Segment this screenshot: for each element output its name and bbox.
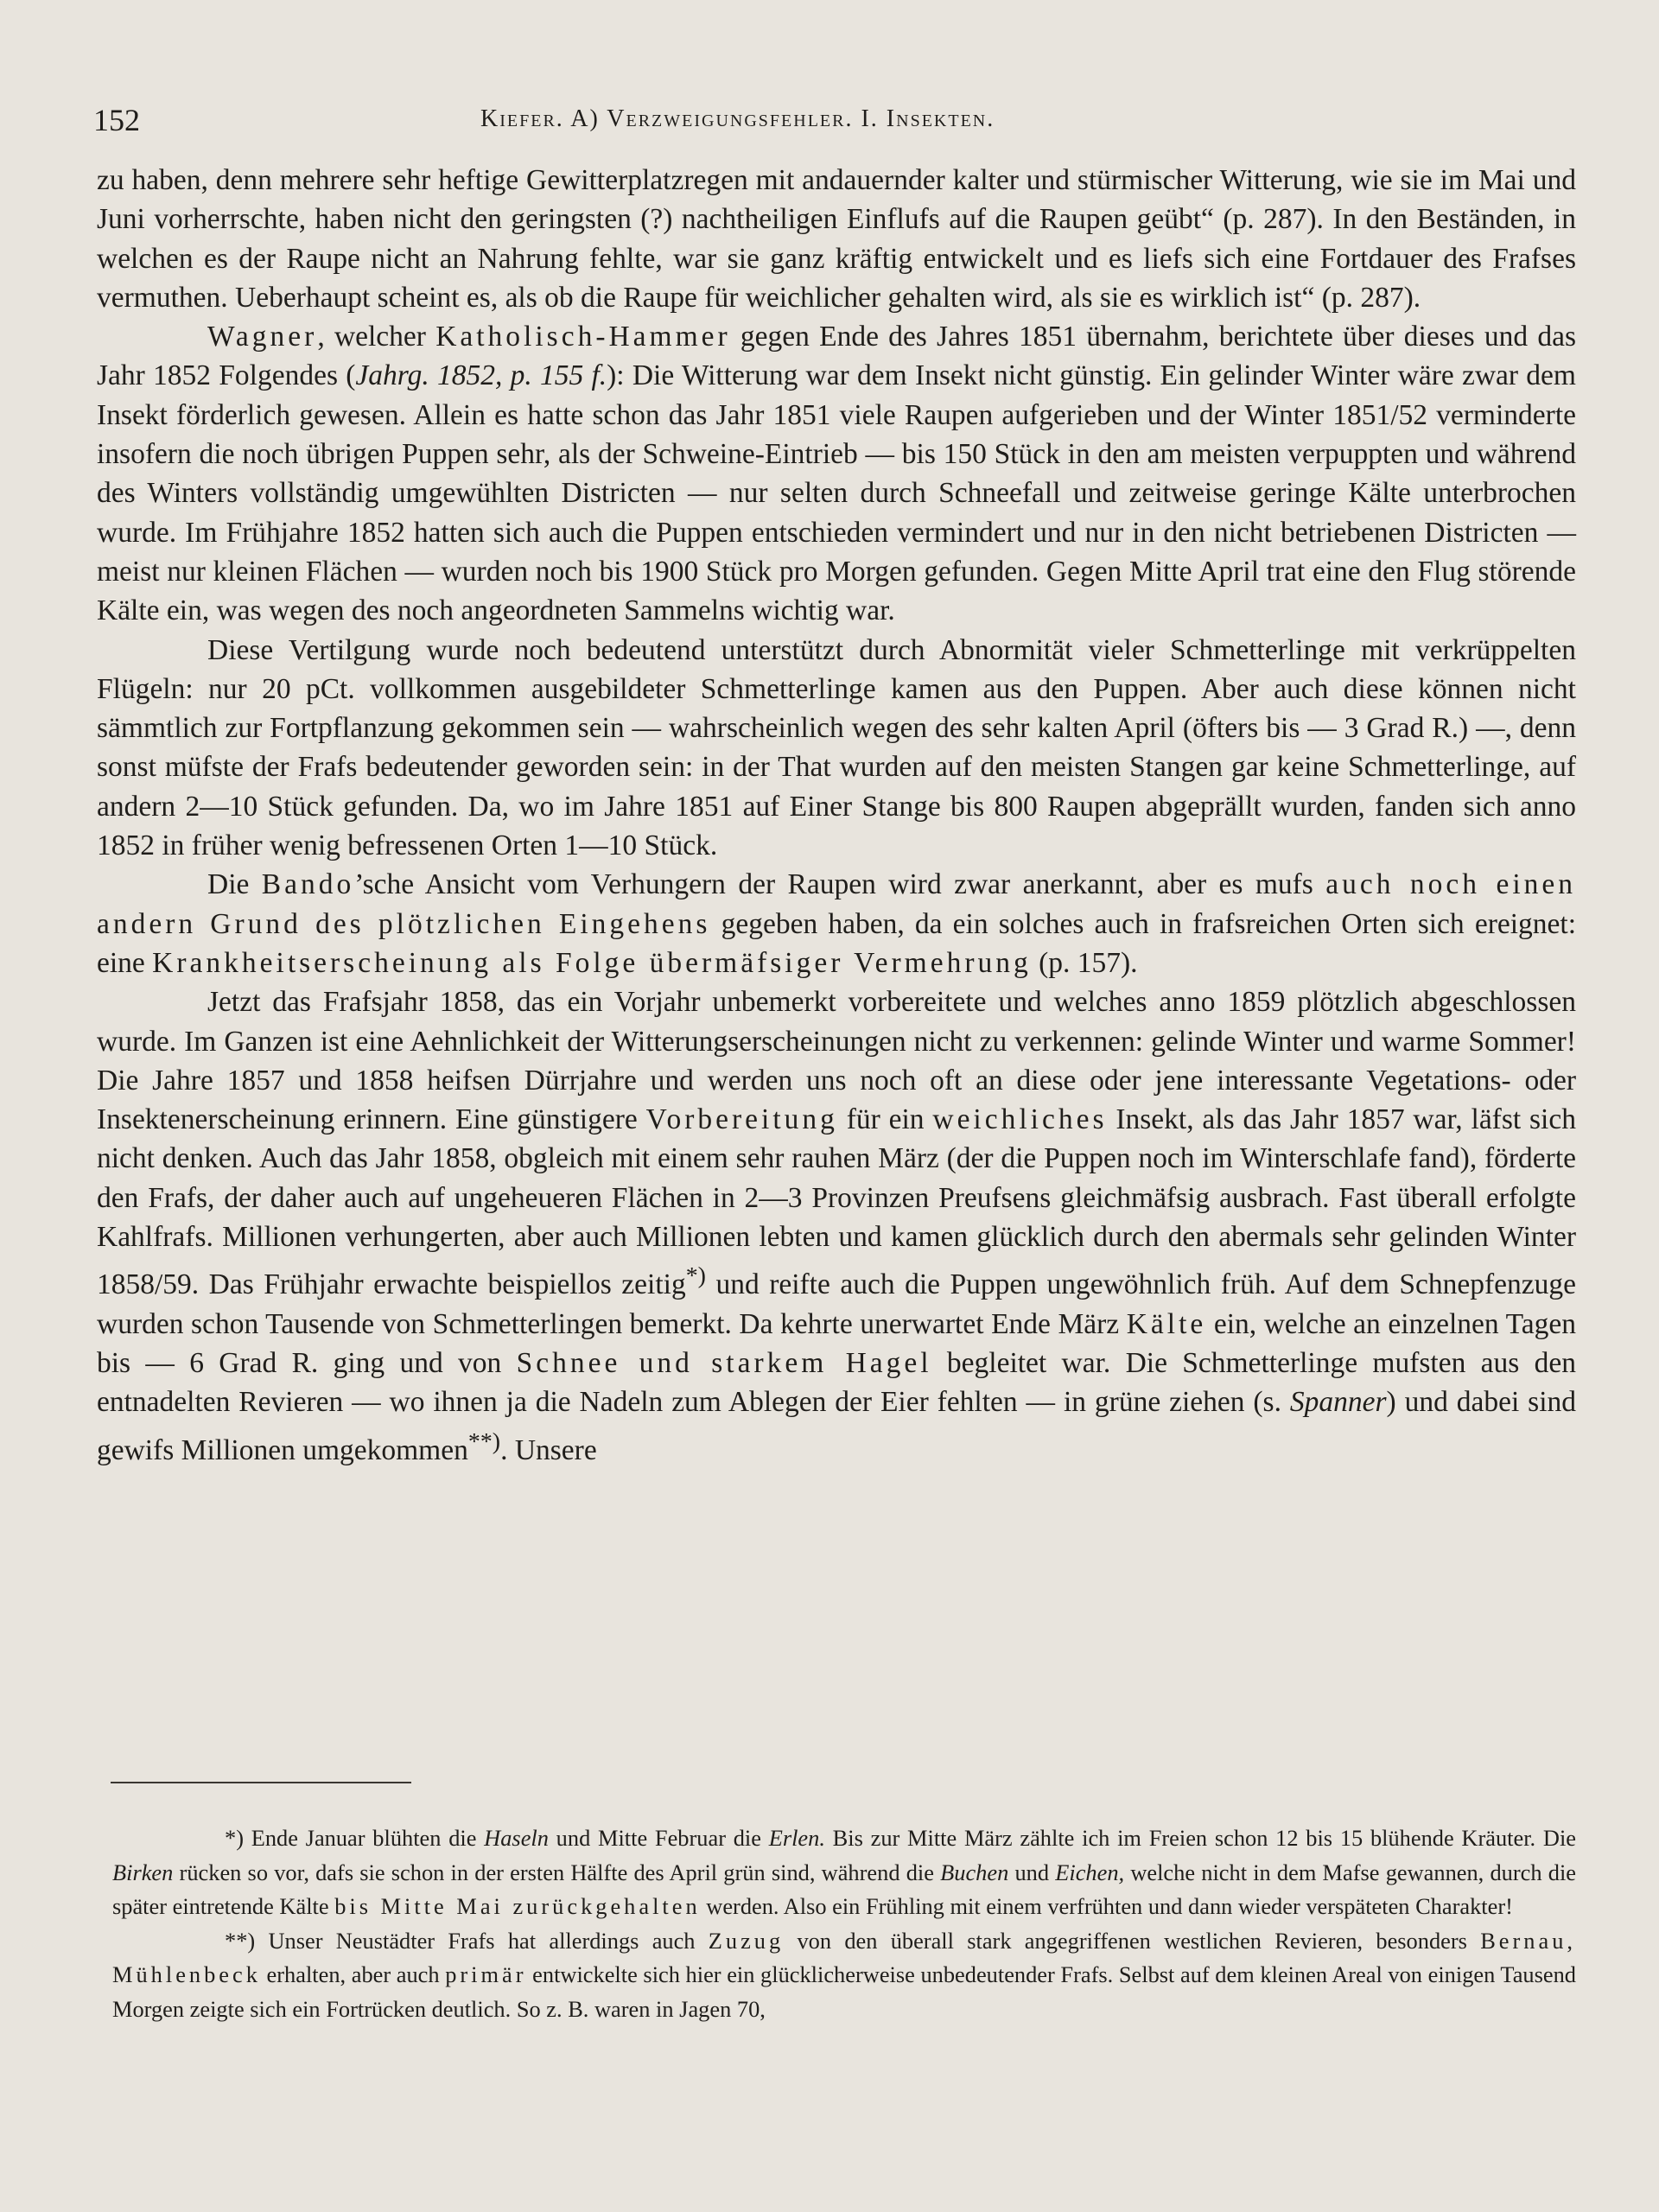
text-run: rücken so vor, dafs sie schon in der ersten Hälfte des April grün sind, während die	[173, 1859, 941, 1885]
text-run: Bis zur Mitte März zählte ich im Freien schon 12 bis 15 blühende Kräuter. Die	[824, 1825, 1576, 1851]
text-run: und	[1008, 1859, 1056, 1885]
paragraph-3: Diese Vertilgung wurde noch bedeutend unterstützt durch Abnormität vieler Schmetterlinge mit verkrüppelten Flügeln: nur 20 pCt. vollkommen ausgebildeter Schmetterlinge kamen aus den Puppen. Aber auch diese können nicht sämmtlich zur Fortpflanzung gekommen sein — wahrscheinlich wegen des sehr kalten April (öfters bis — 3 Grad R.) —, denn sonst müfste der Frafs bedeutender geworden sein: in der That wurden auf den meisten Stangen gar keine Schmetterlinge, auf andern 2—10 Stück gefunden. Da, wo im Jahre 1851 auf Einer Stange bis 800 Raupen abgeprällt wurden, fanden sich anno 1852 in früher wenig befressenen Orten 1—10 Stück.	[97, 633, 1576, 862]
footnote-ref: **)	[467, 1427, 501, 1455]
footnote-divider	[111, 1782, 411, 1783]
footnote-2	[112, 1924, 1576, 2027]
text-run: Jetzt das Frafsjahr 1858, das ein Vorjahr unbemerkt vorbereitete und welches anno 1859 plötzlich abgeschlossen wurde. Im Ganzen ist eine Aehnlichkeit der Witterungserscheinungen nicht zu verkennen: gelinde Winter und warme Sommer! Die Jahre 1857 und 1858 heifsen Dürrjahre und werden uns noch oft an diese oder jene interessante Vegetations- oder Insektenerscheinung erinnern. Eine günstigere	[97, 986, 1576, 1136]
text-run: ein, welche an einzelnen Tagen bis — 6 Grad R. ging und von	[97, 1307, 1577, 1380]
emphasis: weichliches	[932, 1103, 1108, 1136]
text-run: ): Die Witterung war dem Insekt nicht günstig. Ein gelinder Winter wäre zwar dem Insekt förderlich gewesen. Allein es hatte schon das Jahr 1851 viele Raupen aufgerieben und der Winter 1851/52 verminderte insofern die noch übrigen Puppen sehr, als der Schweine-Eintrieb — bis 150 Stück in den am meisten verpuppten und während des Winters vollständig umgewühlten Districten — nur selten durch Schneefall und zeitweise geringe Kälte unterbrochen wurde. Im Frühjahre 1852 hatten sich auch die Puppen entschieden vermindert und nur in den nicht betriebenen Districten — meist nur kleinen Flächen — wurden noch bis 1900 Stück pro Morgen gefunden. Gegen Mitte April trat eine den Flug störende Kälte ein, was wegen des noch angeordneten Sammelns wichtig war.	[97, 359, 1576, 627]
text-run: gegeben haben, da ein solches auch in frafsreichen Orten sich ereignet: eine	[97, 907, 1577, 979]
emphasis: primär	[445, 1961, 527, 1987]
emphasis: Bernau, Mühlenbeck	[112, 1927, 1576, 1987]
text-run: . Unsere	[500, 1433, 597, 1466]
citation: Jahrg. 1852, p. 155 f.	[355, 359, 607, 392]
text-run: ) und dabei sind gewifs Millionen umgekommen	[97, 1386, 1576, 1466]
emphasis: Zuzug	[708, 1927, 785, 1954]
main-text	[97, 161, 1576, 1470]
text-run: von den überall stark angegriffenen westlichen Revieren, besonders	[784, 1927, 1481, 1954]
plant-name: Eichen,	[1055, 1859, 1125, 1885]
emphasis: Kälte	[1126, 1307, 1207, 1340]
emphasis: Vorbereitung	[645, 1103, 838, 1136]
text-run: und reifte auch die Puppen ungewöhnlich früh. Auf dem Schnepfenzuge wurden schon Tausende von Schmetterlingen bemerkt. Da kehrte unerwartet Ende März	[97, 1268, 1576, 1340]
text-run: Ende Januar blühten die	[243, 1825, 485, 1851]
emphasis: bis Mitte Mai zurückgehalten	[334, 1893, 701, 1919]
citation: Spanner	[1289, 1386, 1387, 1419]
plant-name: Erlen.	[768, 1825, 825, 1851]
footnote-ref: *)	[685, 1262, 706, 1290]
paragraph-2	[97, 317, 1576, 630]
page-number: 152	[93, 103, 140, 137]
text-run: Insekt, als das Jahr 1857 war, läfst sich nicht denken. Auch das Jahr 1858, obgleich mit einem sehr rauhen März (der die Puppen noch im Winterschlafe fand), förderte den Frafs, der daher auch auf ungeheueren Flächen in 2—3 Provinzen Preufsens gleichmäfsig ausbrach. Fast überall erfolgte Kahlfrafs. Millionen verhungerten, aber auch Millionen lebten und kamen glücklich durch den abermals sehr gelinden Winter 1858/59. Das Frühjahr erwachte beispiellos zeitig	[97, 1103, 1576, 1301]
plant-name: Haseln	[484, 1825, 549, 1851]
page-header	[93, 102, 1581, 145]
text-run: für ein	[837, 1103, 933, 1136]
text-run: Unser Neustädter Frafs hat allerdings auch	[255, 1927, 709, 1954]
text-run: und Mitte Februar die	[548, 1825, 769, 1851]
plant-name: Birken	[112, 1859, 174, 1885]
text-run: begleitet war. Die Schmetterlinge mufsten aus den entnadelten Revieren — wo ihnen ja die Nadeln zum Ablegen der Eier fehlten — in grüne ziehen (s.	[97, 1347, 1576, 1419]
running-head: Kiefer. A) Verzweigungsfehler. I. Insekten.	[480, 105, 995, 132]
text-run: werden. Also ein Frühling mit einem verfrühten und dann wieder verspäteten Charakter!	[700, 1893, 1513, 1919]
text-run: Die	[207, 868, 262, 901]
emphasis: Schnee und starkem Hagel	[516, 1347, 932, 1380]
text-run: welche nicht in dem Mafse gewannen, durch die später eintretende Kälte	[112, 1859, 1576, 1919]
text-run: erhalten, aber auch	[260, 1961, 446, 1987]
place-name: Katholisch-Hammer	[435, 321, 731, 353]
emphasis: auch noch einen andern Grund des plötzlichen Eingehens	[97, 868, 1576, 940]
author-name: Wagner	[207, 321, 318, 353]
text-run: entwickelte sich hier ein glücklicherweise unbedeutender Frafs. Selbst auf dem kleinen Areal von einigen Tausend Morgen zeigte sich ein Fortrücken deutlich. So z. B. waren in Jagen 70,	[112, 1961, 1576, 2022]
footnote-mark: *)	[225, 1825, 244, 1851]
text-run: , welcher	[317, 321, 436, 353]
text-run: (p. 157).	[1031, 946, 1138, 979]
text-run: gegen Ende des Jahres 1851 übernahm, berichtete über dieses und das Jahr 1852 Folgendes (	[97, 321, 1577, 392]
paragraph-1: zu haben, denn mehrere sehr heftige Gewitterplatzregen mit andauernder kalter und stürmischer Witterung, wie sie im Mai und Juni vorherrschte, haben nicht den geringsten (?) nachtheiligen Einflufs auf die Raupen geübt“ (p. 287). In den Beständen, in welchen es der Raupe nicht an Nahrung fehlte, war sie ganz kräftig entwickelt und es liefs sich eine Fortdauer des Frafses vermuthen. Ueberhaupt scheint es, als ob die Raupe für weichlicher gehalten wird, als sie es wirklich ist“ (p. 287).	[97, 164, 1576, 314]
paragraph-5	[97, 982, 1576, 1470]
author-name: Bando	[261, 868, 355, 901]
paragraph-4	[97, 865, 1576, 982]
text-run: ’sche Ansicht vom Verhungern der Raupen wird zwar anerkannt, aber es mufs	[354, 868, 1326, 901]
footnote-1	[112, 1821, 1576, 1924]
emphasis: Krankheitserscheinung als Folge übermäfsiger Vermehrung	[152, 946, 1032, 979]
footnote-mark: **)	[225, 1927, 256, 1954]
plant-name: Buchen	[940, 1859, 1009, 1885]
footnotes	[112, 1821, 1576, 2026]
